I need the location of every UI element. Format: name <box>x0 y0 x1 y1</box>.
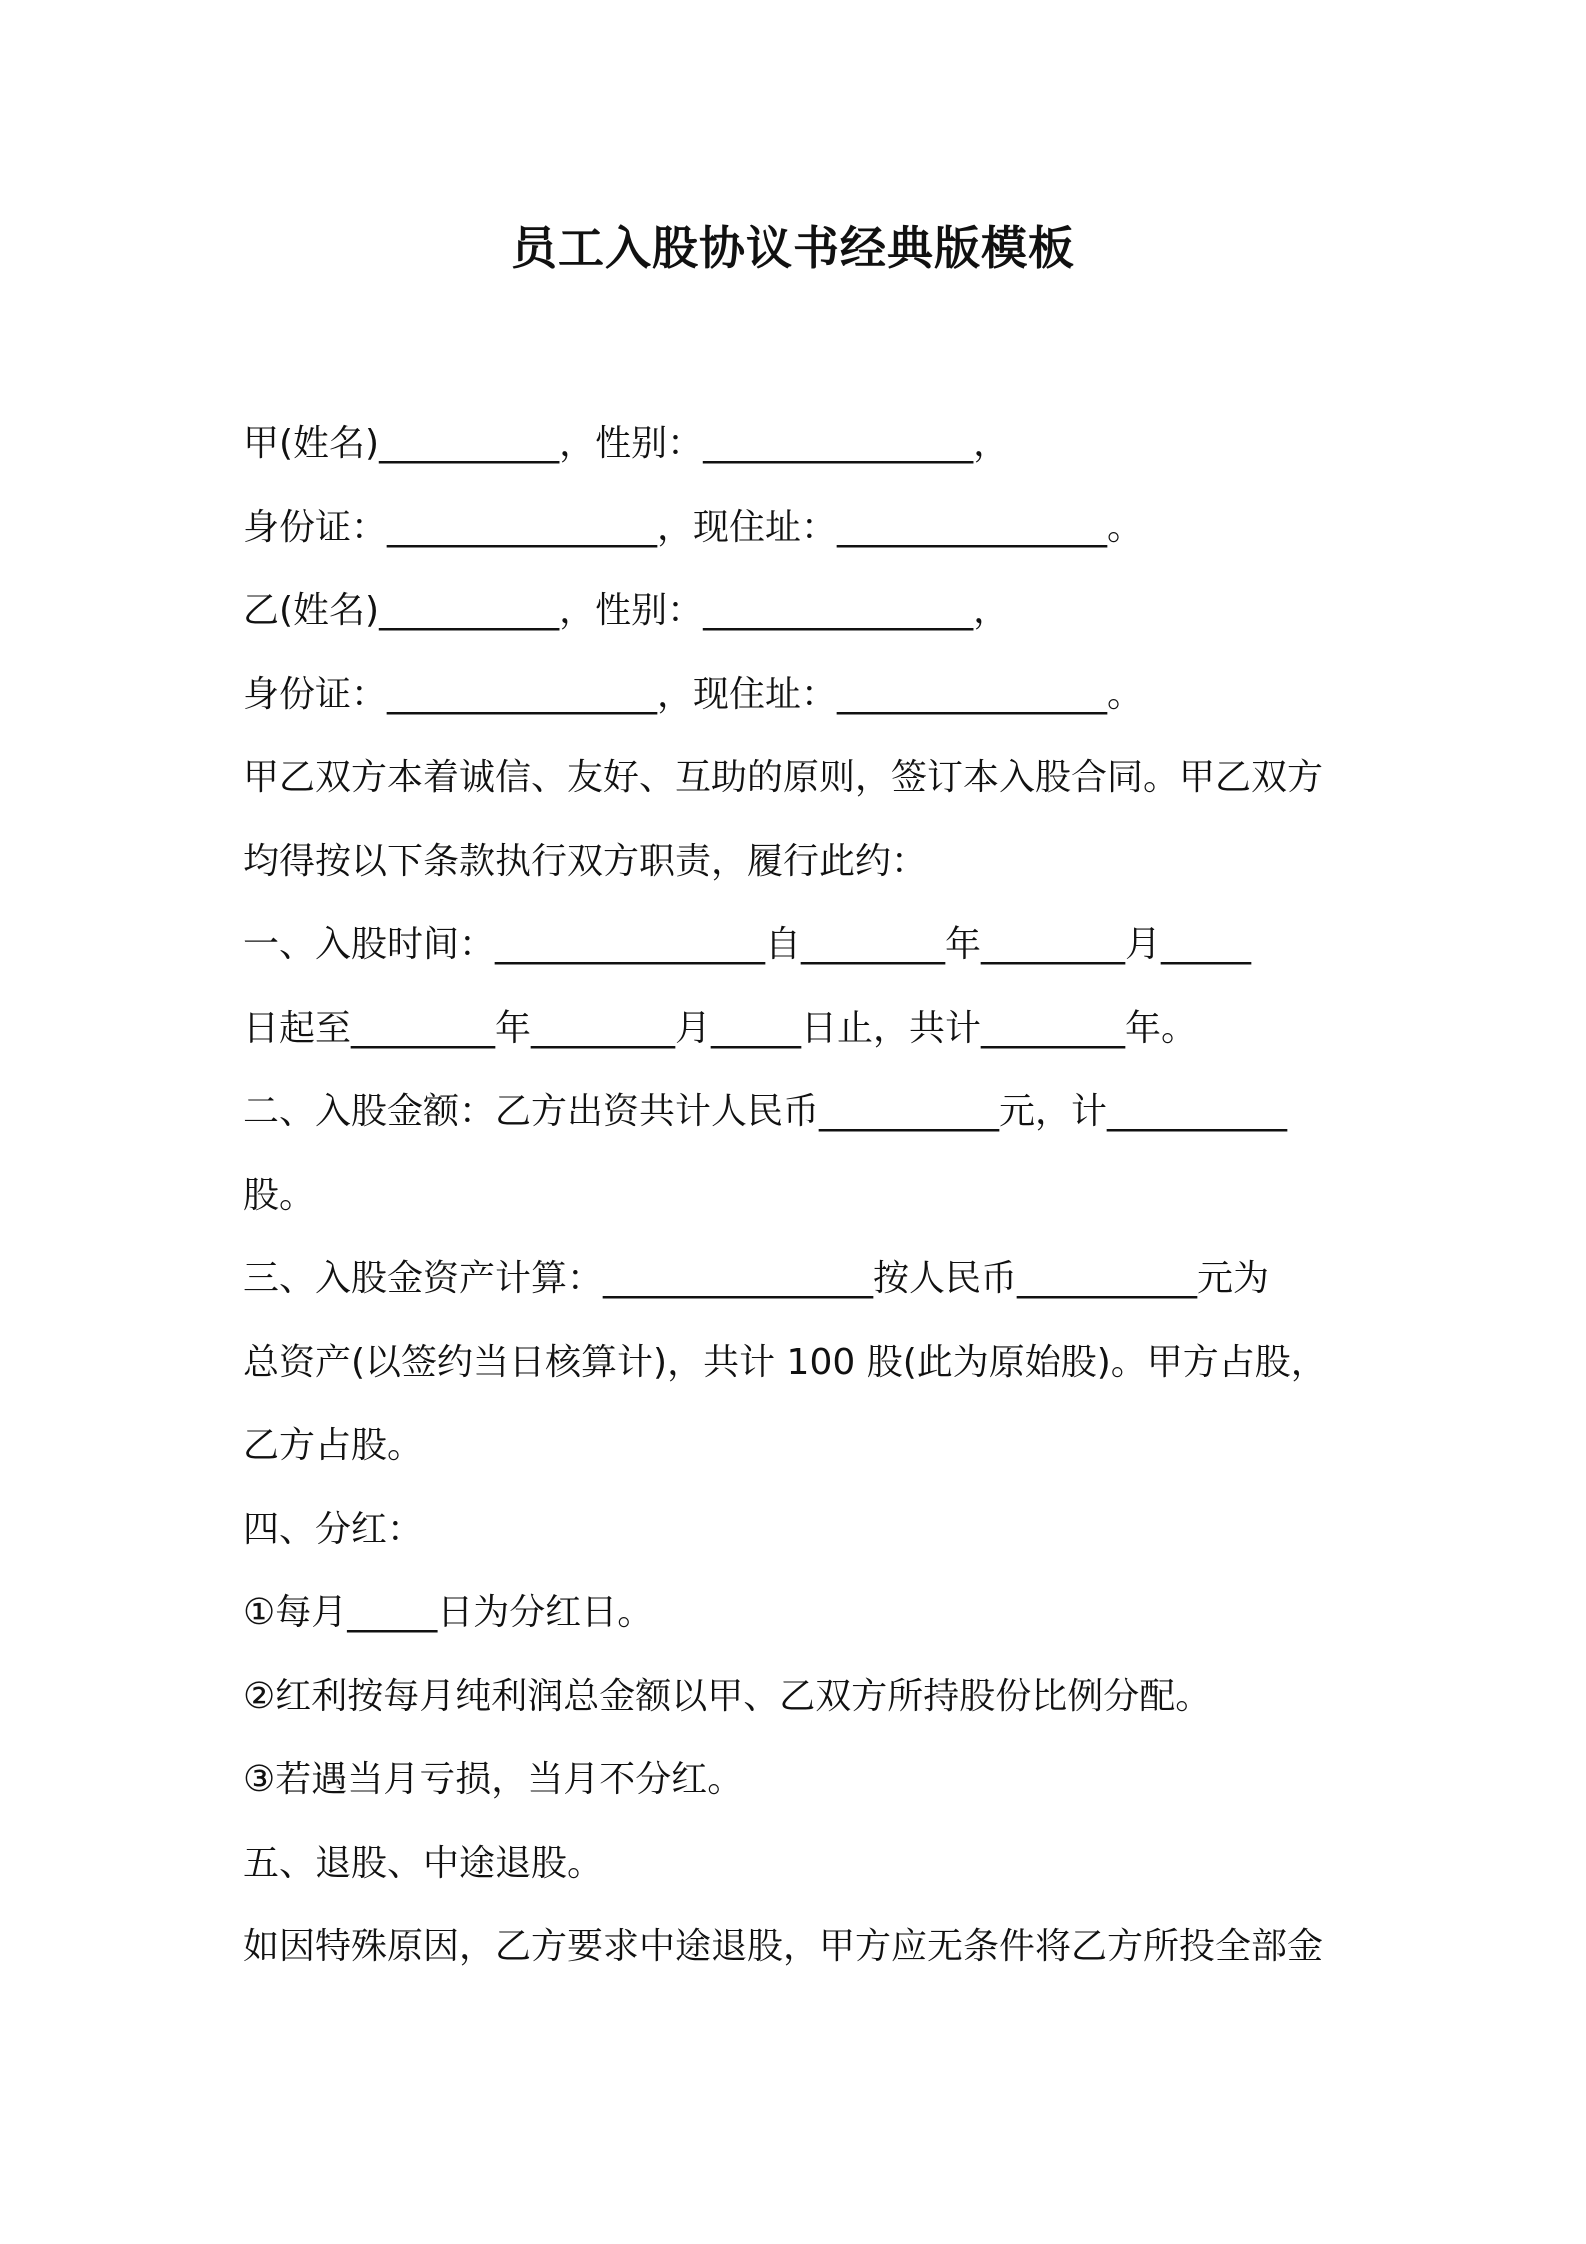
clause-3-line-1: 三、入股金资产计算：_______________按人民币__________元为 <box>243 1258 1270 1299</box>
party-b-name-line: 乙(姓名)__________，性别：_______________， <box>243 590 1010 631</box>
clause-1-line-1: 一、入股时间：_______________自________年________月_____ <box>243 924 1252 965</box>
clause-5-line-1: 如因特殊原因，乙方要求中途退股，甲方应无条件将乙方所投全部金 <box>243 1926 1324 1967</box>
clause-3-line-2: 总资产(以签约当日核算计)，共计 100 股(此为原始股)。甲方占股， <box>243 1341 1327 1383</box>
party-a-name-line: 甲(姓名)__________，性别：_______________， <box>243 423 1010 464</box>
preamble-line-2: 均得按以下条款执行双方职责，履行此约： <box>243 840 928 882</box>
clause-5-heading: 五、退股、中途退股。 <box>243 1842 604 1884</box>
clause-4-item-3: ③若遇当月亏损，当月不分红。 <box>243 1759 744 1800</box>
preamble-line-1: 甲乙双方本着诚信、友好、互助的原则，签订本入股合同。甲乙双方 <box>243 757 1324 798</box>
party-a-id-line: 身份证：_______________，现住址：_______________。 <box>243 506 1144 548</box>
party-b-id-line: 身份证：_______________，现住址：_______________。 <box>243 673 1144 715</box>
clause-1-line-2: 日起至________年________月_____日止，共计________年。 <box>243 1007 1198 1049</box>
clause-2-line-2: 股。 <box>243 1174 316 1216</box>
clause-4-item-2: ②红利按每月纯利润总金额以甲、乙双方所持股份比例分配。 <box>243 1675 1212 1717</box>
document-title: 员工入股协议书经典版模板 <box>511 221 1075 275</box>
clause-4-item-1: ①每月_____日为分红日。 <box>243 1592 654 1633</box>
clause-3-line-3: 乙方占股。 <box>243 1425 424 1466</box>
clause-2-line-1: 二、入股金额：乙方出资共计人民币__________元，计__________ <box>243 1091 1288 1132</box>
document-body <box>243 402 1363 1989</box>
clause-4-heading: 四、分红： <box>243 1508 424 1550</box>
